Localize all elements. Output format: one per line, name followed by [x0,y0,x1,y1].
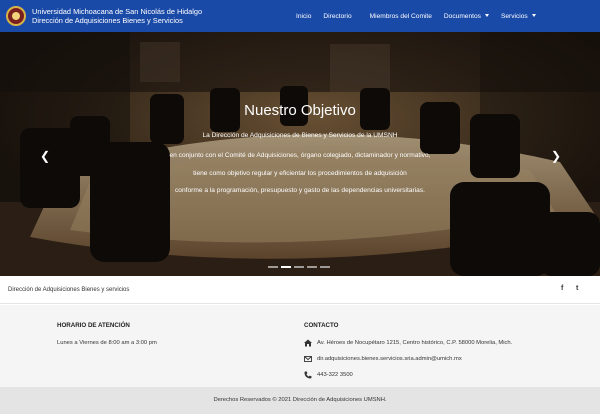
hero-text-line: conforme a la programación, presupuesto y gasto de las dependencias universitarias. [175,187,425,194]
hero-carousel [0,32,600,276]
hero-text-line: en conjunto con el Comité de Adquisiciones, órgano colegiado, dictaminador y normativo, [169,152,431,159]
carousel-indicator[interactable] [294,266,304,268]
university-seal-logo [6,6,26,26]
home-icon [304,339,312,347]
carousel-indicators [268,266,333,268]
nav-inicio[interactable]: Inicio [296,12,312,20]
contact-email[interactable]: dir.adquisiciones.bienes.servicios.sria.admin@umich.mx [317,356,462,362]
brand-title-line2: Dirección de Adquisiciones Bienes y Servicios [32,16,183,25]
hero-text-line: La Dirección de Adquisiciones de Bienes y Servicios de la UMSNH [202,132,398,139]
brand-title-line1: Universidad Michoacana de San Nicolás de Hidalgo [32,7,203,16]
phone-icon [304,371,312,379]
contact-phone: 443-322 3500 [317,372,353,378]
hero-text-line: tiene como objetivo regular y eficientar los procedimientos de adquisición [193,170,407,177]
nav-comite[interactable]: Miembros del Comite [369,12,432,20]
horario-title: HORARIO DE ATENCIÓN [57,322,130,329]
footer-info [0,305,600,387]
twitter-icon[interactable]: t [576,285,579,292]
envelope-icon [304,355,312,363]
nav-documentos-label: Documentos [443,12,481,20]
nav-documentos[interactable] [444,13,489,20]
chevron-down-icon [485,14,489,17]
carousel-prev-icon[interactable]: ❮ [40,149,51,163]
brand[interactable] [6,6,202,26]
carousel-next-icon[interactable]: ❯ [551,149,562,163]
top-navbar [0,0,600,32]
facebook-icon[interactable]: f [561,285,564,292]
hero-title: Nuestro Objetivo [244,102,356,119]
contact-address: Av. Héroes de Nocupétaro 1215, Centro histórico, C.P. 58000 Morelia, Mich. [317,340,513,346]
main-nav [296,0,548,32]
nav-servicios-label: Servicios [500,12,528,20]
horario-text: Lunes a Viernes de 8:00 am a 3:00 pm [57,340,157,346]
carousel-indicator[interactable] [307,266,317,268]
copyright: Derechos Reservados © 2021 Dirección de Adquisiciones UMSNH. [0,387,600,414]
nav-servicios[interactable] [501,13,536,20]
carousel-indicator[interactable] [268,266,278,268]
breadcrumb-bar [0,276,600,304]
carousel-indicator-active[interactable] [281,266,291,268]
brand-title [32,7,202,25]
nav-directorio[interactable]: Directorio [323,12,352,20]
chevron-down-icon [532,14,536,17]
contacto-title: CONTACTO [304,322,339,329]
breadcrumb: Dirección de Adquisiciones Bienes y servicios [8,287,130,293]
carousel-indicator[interactable] [320,266,330,268]
